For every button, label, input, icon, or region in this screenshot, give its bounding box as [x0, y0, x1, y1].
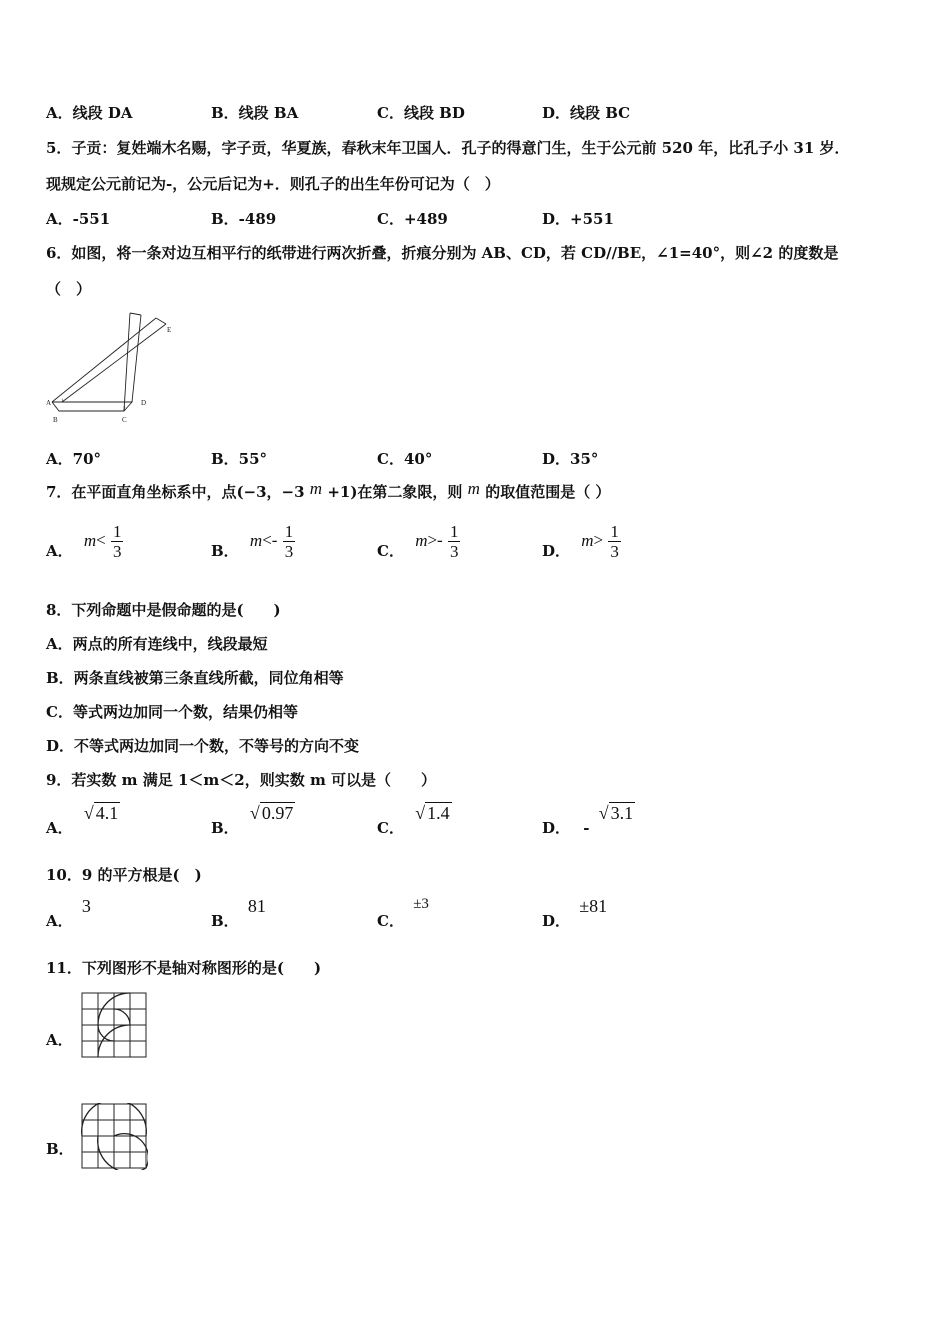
q6-option-c: C．40° [377, 450, 433, 468]
label-angle-1: 1 [61, 399, 64, 404]
label-c: C [122, 416, 127, 424]
q5-stem-line1: 5．子贡：复姓端木名赐，字子贡，华夏族，春秋末年卫国人．孔子的得意门生，生于公元前 520 年，比孔子小 31 岁． [46, 139, 850, 157]
q11-option-a-label: A． [46, 1031, 73, 1049]
q5-option-a: A．-551 [46, 210, 111, 228]
q7-point: (−3，−3 [236, 483, 305, 501]
q7-stem-pre: 7．在平面直角坐标系中，点 [46, 483, 237, 501]
q7-stem [46, 481, 610, 502]
q9-option-c: C． √ 1.4 [377, 803, 450, 837]
q6-option-d: D．35° [542, 450, 599, 468]
q5-stem-line2: 现规定公元前记为-，公元后记为+．则孔子的出生年份可记为（ ） [46, 175, 500, 193]
q6-stem-line2: （ ） [46, 280, 92, 298]
q7-option-b: B． m<- $\frac{1}{3}$ [211, 522, 294, 561]
q4-option-d: D．线段 BC [542, 104, 631, 122]
q11-option-b-figure [81, 1103, 148, 1170]
q5-option-d: D．+551 [542, 210, 614, 228]
q5-option-b: B．-489 [211, 210, 277, 228]
q9-option-a: A． √ 4.1 [46, 803, 119, 837]
label-b: B [53, 416, 58, 424]
q6-option-a: A．70° [46, 450, 102, 468]
q4-option-a: A．线段 DA [46, 104, 133, 122]
q10-option-d: D． ±81 [542, 896, 608, 930]
q9-stem: 9．若实数 m 满足 1＜m＜2，则实数 m 可以是（ ） [46, 771, 437, 789]
q10-option-b: B． 81 [211, 896, 266, 930]
q10-option-c: C． ±3 [377, 896, 429, 930]
q6-option-b: B．55° [211, 450, 268, 468]
q7-option-c: C． m>- $\frac{1}{3}$ [377, 522, 459, 561]
q9-option-b: B． √ 0.97 [211, 803, 294, 837]
q10-option-a: A． 3 [46, 896, 91, 930]
q7-option-a: A． m< $\frac{1}{3}$ [46, 522, 122, 561]
label-e: E [167, 326, 172, 334]
q11-option-a-figure [81, 992, 148, 1059]
q7-var-m: m [309, 479, 323, 498]
q8-option-c: C．等式两边加同一个数，结果仍相等 [46, 703, 298, 721]
q6-folded-strip-figure [44, 310, 179, 428]
q9-option-d: D． - √ 3.1 [542, 803, 634, 837]
q8-option-a: A．两点的所有连线中，线段最短 [46, 635, 268, 653]
q11-option-b-label: B． [46, 1140, 74, 1158]
q7-stem-mid: 在第二象限，则 [357, 483, 463, 501]
q7-var-m-2: m [467, 479, 480, 498]
q8-option-b: B．两条直线被第三条直线所截，同位角相等 [46, 669, 344, 687]
q7-point-end: +1) [327, 483, 358, 501]
q8-stem: 8．下列命题中是假命题的是( ) [46, 601, 281, 619]
q5-option-c: C．+489 [377, 210, 448, 228]
q11-stem: 11．下列图形不是轴对称图形的是( ) [46, 959, 322, 977]
q7-stem-post: 的取值范围是（ ） [485, 483, 611, 501]
q8-option-d: D．不等式两边加同一个数，不等号的方向不变 [46, 737, 360, 755]
label-d: D [141, 399, 147, 407]
q4-option-b: B．线段 BA [211, 104, 299, 122]
q10-stem: 10．9 的平方根是( ) [46, 866, 202, 884]
q6-stem-line1: 6．如图，将一条对边互相平行的纸带进行两次折叠，折痕分别为 AB、CD，若 CD//BE，∠1=40°，则∠2 的度数是 [46, 244, 839, 262]
q4-option-c: C．线段 BD [377, 104, 465, 122]
q7-option-d: D． m> $\frac{1}{3}$ [542, 522, 619, 561]
label-a: A [46, 399, 52, 407]
label-angle-2: 2 [123, 407, 126, 412]
